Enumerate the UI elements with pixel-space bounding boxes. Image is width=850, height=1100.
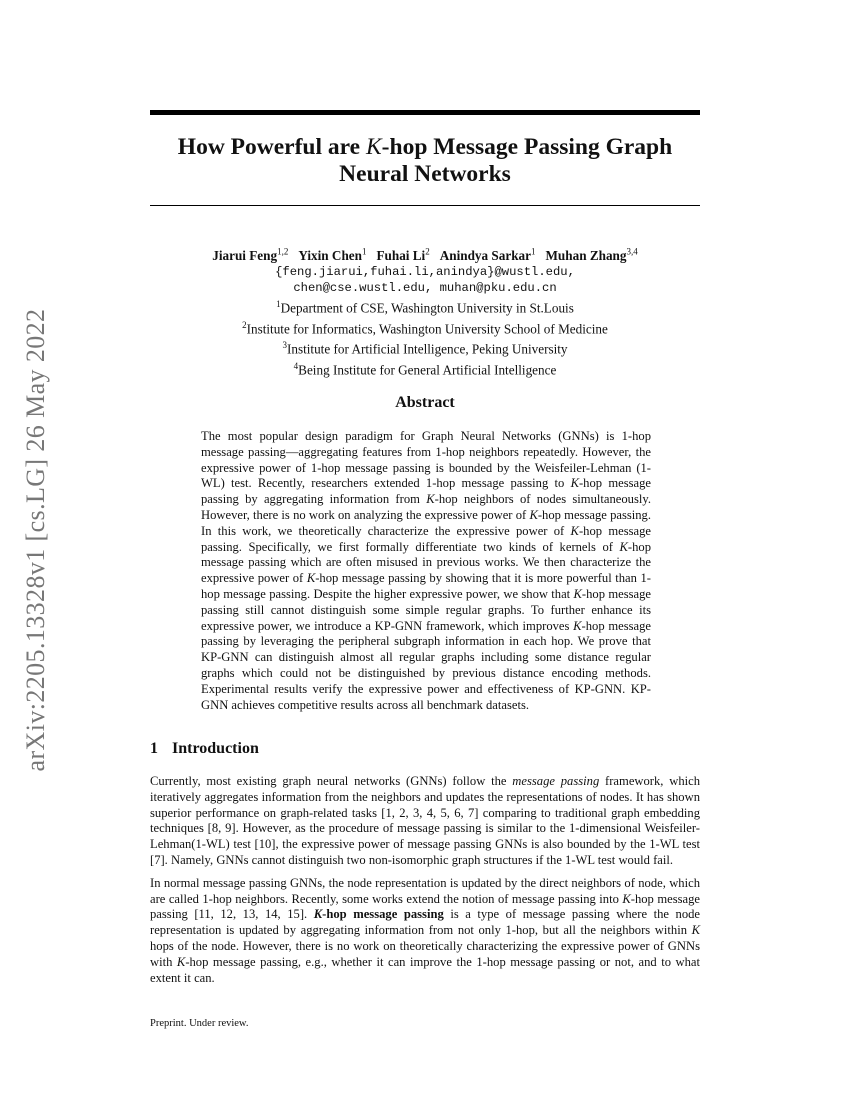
author-affiliation-mark: 3,4 [626,247,638,257]
title-bottom-rule [150,205,700,206]
text-run: -hop message passing still cannot distinguish some simple regular graphs. To further enhance its expressive power, we introduce a KP-GNN framework, which improves [201,586,651,633]
affiliation-text: Institute for Artificial Intelligence, Peking University [286,341,568,357]
author-affiliation-mark: 1 [530,247,536,257]
affiliation-number: 2 [242,319,247,330]
author-names [150,244,700,264]
text-run: K [529,507,538,522]
author-name: Yixin Chen [298,248,362,264]
text-run: Currently, most existing graph neural networks (GNNs) follow the [150,774,513,788]
title-top-rule [150,110,700,115]
author-name: Anindya Sarkar [439,248,531,264]
affiliation-text: Department of CSE, Washington University in St.Louis [280,300,574,316]
abstract-heading: Abstract [395,394,455,411]
section-title: Introduction [172,740,259,757]
affiliation [150,296,700,316]
text-run: framework, which iteratively aggregates information from the neighbors and updates the representations of nodes. It has shown superior performance on graph-related tasks [1, 2, 3, 4, 5, 6, 7] comparing to traditional graph embedding techniques [8, 9]. However, as the procedure of message passing is similar to the 1-dimensional Weisfeiler-Lehman(1-WL) test [10], the expressive power of message passing GNNs is also bounded by the 1-WL test [7]. Namely, GNNs cannot distinguish two non-isomorphic graph structures if the 1-WL test would fail. [150,774,701,867]
text-run: K [306,571,316,586]
affiliation [150,358,700,378]
author-affiliation-mark: 2 [425,247,430,257]
title-variable: K [365,134,382,160]
body-paragraph [150,876,700,987]
author-name: Jiarui Feng [212,248,278,264]
text-run: K [570,523,579,538]
text-run: -hop message passing by aggregating information from [201,476,651,507]
email-line-1: {feng.jiarui,fuhai.li,anindya}@wustl.edu, [275,265,575,280]
text-run: -hop message passing by showing that it is more powerful than 1-hop message passing. Despite the higher expressive power, we show that [201,571,651,601]
text-run: -hop message passing by leveraging the peripheral subgraph information in each hop. We prove that KP-GNN can distinguish almost all regular graphs including some distance regular graphs which could not be distinguished by previous distance encoding methods. Experimental results verify the expressive power and effectiveness of KP-GNN. KP-GNN achieves competitive results across all benchmark datasets. [201,618,651,712]
arxiv-identifier: arXiv:2205.13328v1 [cs.LG] 26 May 2022 [21,308,50,772]
text-run: -hop neighbors of nodes simultaneously. However, there is no work on analyzing the expressive power of [201,492,651,522]
author [212,248,288,263]
text-run: K [573,618,582,633]
section-number: 1 [150,740,158,757]
author-affiliation-mark: 1,2 [277,247,289,257]
text-run: message passing [512,774,600,788]
affiliation-list [150,296,700,378]
text-run: is a type of message passing where the node representation is updated by aggregating information from not only 1-hop, but all the neighbors within [150,907,701,938]
text-run: -hop message passing which are often misused in previous works. We then characterize the expressive power of [201,539,651,586]
intro-body [150,774,700,993]
author-name: Fuhai Li [376,248,426,264]
author-affiliation-mark: 1 [361,247,367,257]
text-run: -hop message passing [322,907,444,922]
author [440,248,536,263]
text-run: hops of the node. However, there is no work on theoretically characterizing the expressive power of GNNs with [150,938,700,969]
footer-note: Preprint. Under review. [150,1018,249,1029]
email-line-2: chen@cse.wustl.edu, muhan@pku.edu.cn [293,281,557,296]
text-run: K [619,539,628,554]
affiliation [150,317,700,337]
text-run: -hop message passing. In this work, we theoretically characterize the expressive power of [201,507,652,538]
text-run: -hop message passing [11, 12, 13, 14, 15]. [150,891,700,922]
text-run: In normal message passing GNNs, the node representation is updated by the direct neighbors of node, which are called 1-hop neighbors. Recently, some works extend the notion of message passing into [150,875,700,906]
author [545,248,637,263]
affiliation-text: Institute for Informatics, Washington University School of Medicine [246,321,608,337]
author-block [150,244,700,378]
affiliation-number: 3 [282,340,287,351]
text-run: K [176,954,186,969]
affiliation-text: Being Institute for General Artificial Intelligence [298,361,557,377]
affiliation-number: 1 [276,299,281,310]
text-run: -hop message passing, e.g., whether it can improve the 1-hop message passing or not, and to what extent it can. [150,954,700,985]
arxiv-side-stamp [0,0,70,1100]
abstract-text [201,429,651,713]
author [298,248,366,263]
title-line-2: Neural Networks [339,161,511,187]
text-run: K [622,891,631,906]
section-heading [150,740,700,758]
author [376,248,429,263]
text-run: K [573,586,582,601]
text-run: K [570,476,579,491]
text-run: K [426,492,435,507]
text-run: K [313,907,323,922]
body-paragraph [150,774,700,869]
text-run: K [691,923,700,938]
affiliation-number: 4 [293,360,299,371]
title-line-1: How Powerful are K-hop Message Passing Graph [177,134,673,160]
affiliation [150,337,700,357]
paper-title [150,134,700,188]
author-name: Muhan Zhang [545,248,627,264]
text-run: The most popular design paradigm for Graph Neural Networks (GNNs) is 1-hop message passing—aggregating features from 1-hop neighbors repeatedly. However, the expressive power of 1-hop message passing is bounded by the Weisfeiler-Lehman (1-WL) test. Recently, researchers extended 1-hop message passing to [201,429,651,491]
text-run: -hop message passing. Specifically, we first formally differentiate two kinds of kernels of [201,523,651,554]
